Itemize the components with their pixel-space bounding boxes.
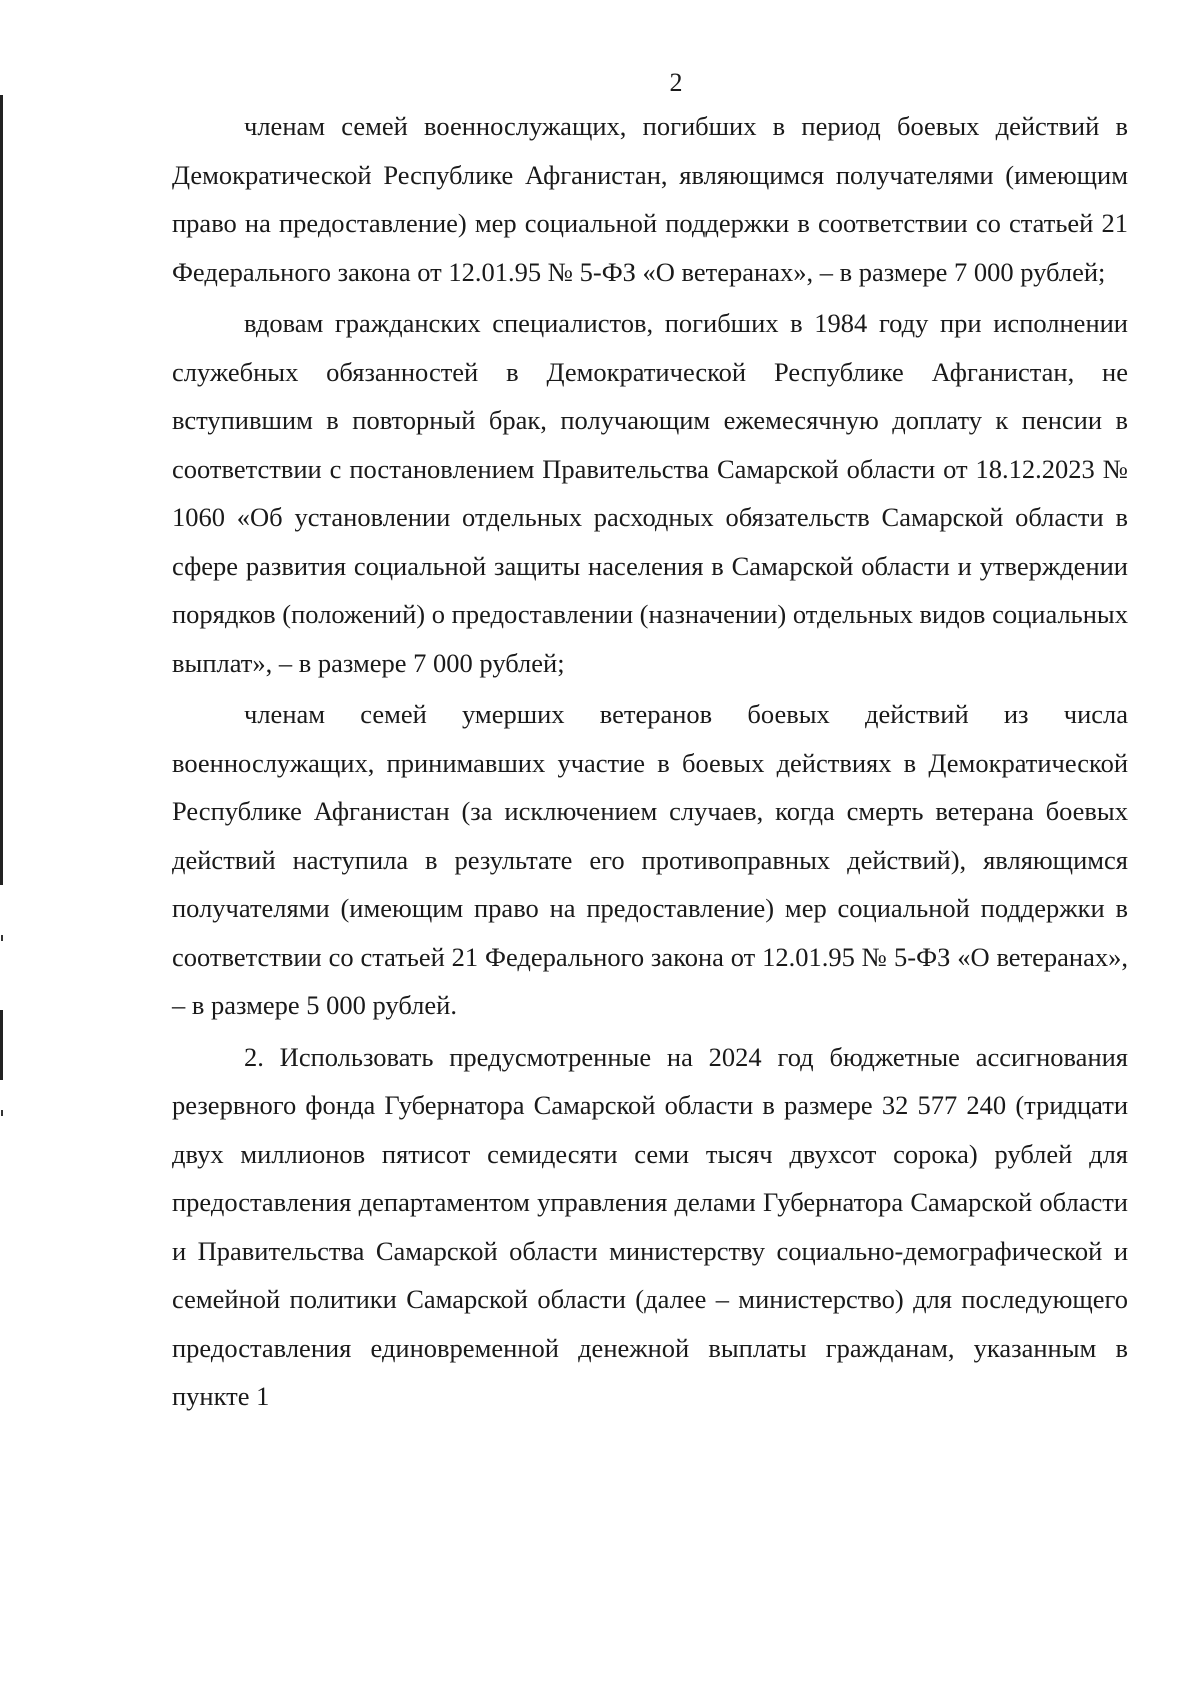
page-number: 2 — [669, 68, 683, 97]
scan-edge-mark — [1, 935, 3, 941]
paragraph-civilian-specialists-widows: вдовам гражданских специалистов, погибших в 1984 году при исполнении служебных обязанностей в Демократической Республике Афганистан, не вступившим в повторный брак, получающим ежемесячную доплату к пенсии в соответствии с постановлением Правительства Самарской области от 18.12.2023 № 1060 «Об установлении отдельных расходных обязательств Самарской области в сфере развития социальной защиты населения в Самарской области и утверждении порядков (положений) о предоставлении (назначении) отдельных видов социальных выплат», – в размере 7 000 рублей; — [172, 308, 1128, 678]
document-body — [172, 102, 1128, 1421]
scan-edge-mark — [0, 95, 3, 885]
paragraph-deceased-veterans-families: членам семей умерших ветеранов боевых действий из числа военнослужащих, принимавших участие в боевых действиях в Демократической Республике Афганистан (за исключением случаев, когда смерть ветерана боевых действий наступила в результате его противоправных действий), являющимся получателями (имеющим право на предоставление) мер социальной поддержки в соответствии со статьей 21 Федерального закона от 12.01.95 № 5-ФЗ «О ветеранах», – в размере 5 000 рублей. — [172, 699, 1128, 1020]
scan-edge-mark — [1, 1110, 3, 1116]
scan-edge-mark — [0, 1010, 3, 1080]
paragraph-military-family-members: членам семей военнослужащих, погибших в период боевых действий в Демократической Республике Афганистан, являющимся получателями (имеющим право на предоставление) мер социальной поддержки в соответствии со статьей 21 Федерального закона от 12.01.95 № 5-ФЗ «О ветеранах», – в размере 7 000 рублей; — [172, 111, 1128, 287]
paragraph-item-2-budget-allocation: 2. Использовать предусмотренные на 2024 год бюджетные ассигнования резервного фонда Губернатора Самарской области в размере 32 577 240 (тридцати двух миллионов пятисот семидесяти семи тысяч двухсот сорока) рублей для предоставления департаментом управления делами Губернатора Самарской области и Правительства Самарской области министерству социально-демографической и семейной политики Самарской области (далее – министерство) для последующего предоставления единовременной денежной выплаты гражданам, указанным в пункте 1 — [172, 1041, 1128, 1411]
